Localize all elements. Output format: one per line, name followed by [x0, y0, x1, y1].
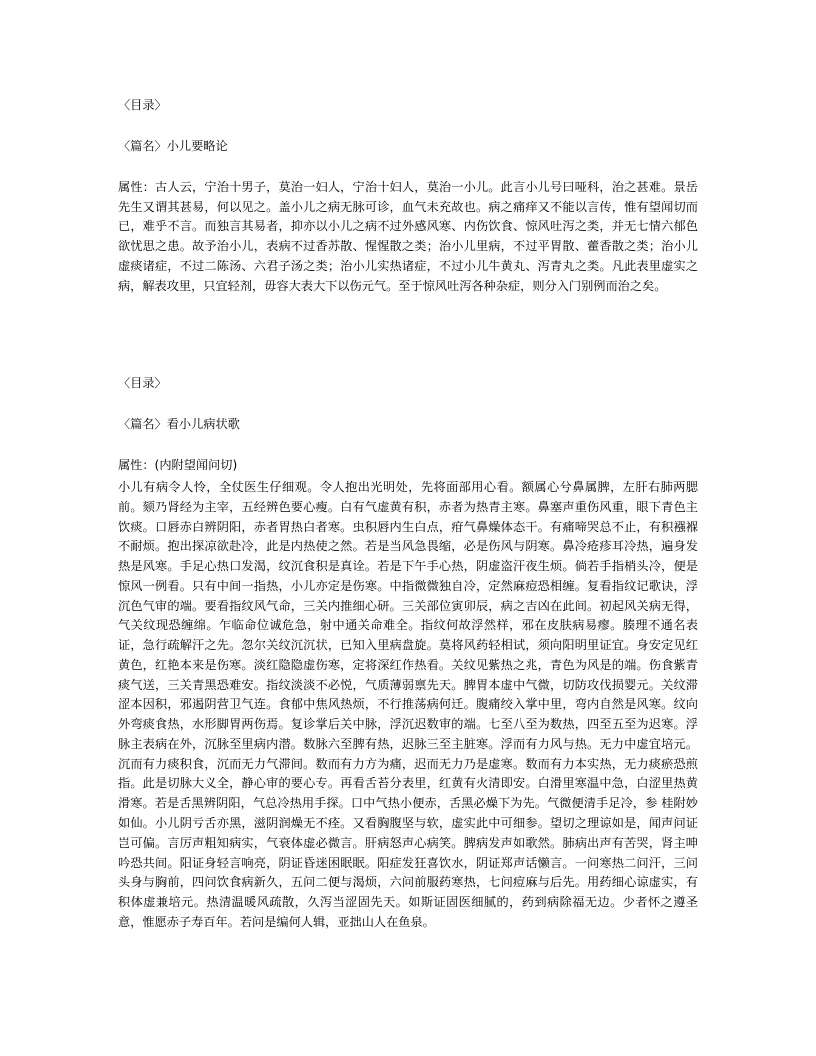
section-spacer — [118, 296, 698, 374]
catalog-marker: 〈目录〉 — [118, 98, 167, 112]
section-title: 〈篇名〉小儿要略论 — [118, 138, 228, 153]
section-kan-xiaoer-bingzhuang-ge — [118, 374, 698, 932]
section-title: 〈篇名〉看小儿病状歌 — [118, 417, 240, 432]
document-body — [118, 96, 698, 933]
catalog-marker: 〈目录〉 — [118, 376, 167, 391]
section-song-text: 小儿有病令人怜，全仗医生仔细观。令人抱出光明处，先将面部用心看。额属心兮鼻属脾，左肝右肺两腮前。颏乃肾经为主宰，五经辨色要心瘦。白有气虚黄有积，赤者为热青主寒。鼻塞声重伤风重，眼下青色主饮痰。口唇赤白辨阴阳，赤者胃热白者寒。虫积唇内生白点，疳气鼻燥体态干。有痛啼哭总不止，有积襁褓不耐烦。抱出探凉欲赴冷，此是内热使之然。若是当风急畏缩，必是伤风与阴寒。鼻冷疮疹耳冷热，遍身发热是风寒。手足心热口发渴，纹沉食积是真诠。若是下午手心热，阴虚盗汗夜生烦。倘若手指梢头冷，便是惊风一例看。只有中间一指热，小儿亦定是伤寒。中指微微独自冷，定然麻痘恐相缠。复看指纹记歌诀，浮沉色气审的端。要看指纹风气命，三关内推细心研。三关部位寅卯辰，病之吉凶在此间。初起风关病无得，气关纹现恐缠绵。乍临命位诚危急，射中通关命难全。指纹何故浮然样，邪在皮肤病易瘳。腠理不通名表证，急行疏解汗之先。忽尔关纹沉沉状，已知入里病盘旋。莫将风药轻相试，须向阳明里证宜。身安定见红黄色，红艳本来是伤寒。淡红隐隐虚伤寒，定将深红作热看。关纹见紫热之兆，青色为风是的端。伤食紫青痰气送，三关青黑恐难安。指纹淡淡不必悦，气质薄弱禀先天。脾胃本虚中气微，切防攻伐损婴元。关纹滞涩本因积，邪遏阴营卫气连。食郁中焦风热烦，不行推荡病何迁。腹痛绞入掌中里，弯内自然是风寒。纹向外弯痰食热，水形脚胃两伤焉。复诊掌后关中脉，浮沉迟数审的端。七至八至为数热，四至五至为迟寒。浮脉主表病在外，沉脉至里病内潜。数脉六至脾有热，迟脉三至主脏寒。浮而有力风与热。无力中虚宜培元。沉而有力痰积食，沉而无力气滞间。数而有力方为痛，迟而无力乃是虚寒。数而有力本实热，无力痰瘀恐煎指。此是切脉大义全，静心审的要心专。再看舌苔分表里，红黄有火清即安。白滑里寒温中急，白涩里热黄滑寒。若是舌黑辨阴阳，气总冷热用手探。口中气热小便赤，舌黑必燥下为先。气微便清手足冷，参 桂附妙如仙。小儿阴亏舌亦黑，滋阴润燥无不痊。又看胸腹坚与软，虚实此中可细参。望切之理谅如是，闻声问证岂可偏。言厉声粗知病实，气衰体虚必微言。肝病怒声心病笑。脾病发声如歌然。肺病出声有苦哭，肾主呻吟恐共间。阳证身轻言响亮，阴证昏迷困眠眠。阳症发狂喜饮水，阴证郑声话懒言。一问寒热二问汗，三问头身与胸前，四问饮食病新久，五问二便与渴烦，六问前服药寒热，七问痘麻与后先。用药细心谅虚实，有积体虚兼培元。热清温暖风疏散，久泻当涩固先天。如斯证固医细腻的，药到病除福无边。少者怀之遵圣意，惟愿赤子寿百年。若问是编何人辑，亚拙山人在鱼泉。 — [118, 479, 698, 929]
section-attribute-label: 属性：(内附望闻问切) — [118, 458, 238, 473]
section-xiaoer-yaolue-lun — [118, 96, 698, 296]
section-attribute-text: 属性：古人云，宁治十男子，莫治一妇人，宁治十妇人，莫治一小儿。此言小儿号曰哑科，治之甚难。景岳先生又谓其甚易，何以见之。盖小儿之病无脉可诊，血气未充故也。病之痛痒又不能以言传，惟有望闻切而已，难乎不言。而独言其易者，抑亦以小儿之病不过外感风寒、内伤饮食、惊风吐泻之类，并无七情六郁色欲忧思之患。故予治小儿，表病不过香苏散、惺惺散之类；治小儿里病，不过平胃散、藿香散之类；治小儿虚痰诸症，不过二陈汤、六君子汤之类；治小儿实热诸症，不过小儿牛黄丸、泻青丸之类。凡此表里虚实之病，解表攻里，只宜轻剂，毋容大表大下以伤元气。至于惊风吐泻各种杂症，则分入门别例而治之矣。 — [118, 179, 698, 293]
